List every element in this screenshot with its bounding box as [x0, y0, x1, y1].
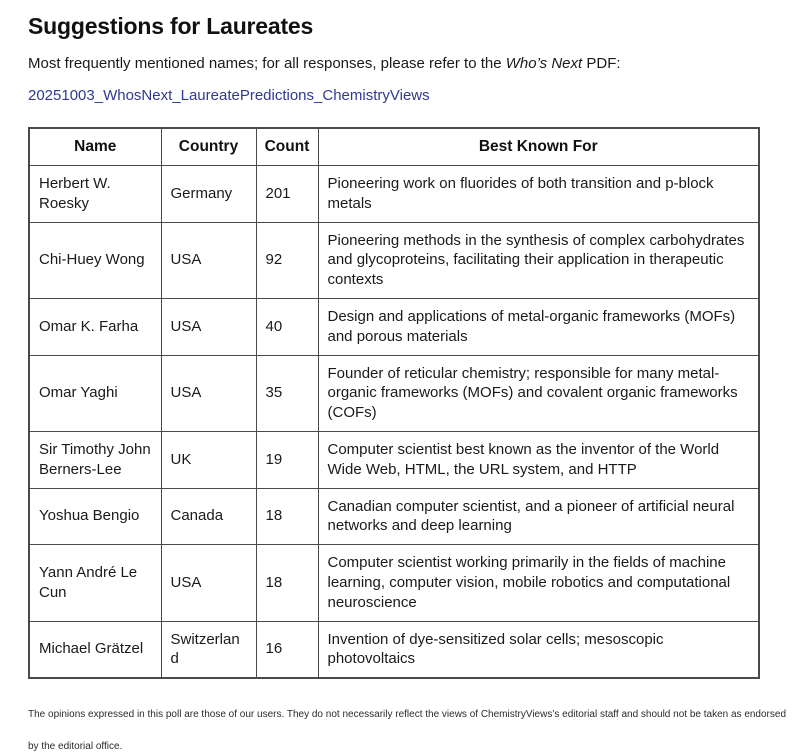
known-for-cell: Invention of dye-sensitized solar cells; mesoscopic photovoltaics [318, 621, 759, 678]
header-known-for: Best Known For [318, 128, 759, 166]
known-for-cell: Canadian computer scientist, and a pioneer of artificial neural networks and deep learning [318, 488, 759, 545]
country-cell: Germany [161, 165, 256, 222]
table-row [29, 488, 759, 545]
table-row [29, 621, 759, 678]
name-cell: Omar Yaghi [29, 355, 161, 431]
count-cell: 16 [256, 621, 318, 678]
country-cell: USA [161, 545, 256, 621]
known-for-cell: Design and applications of metal-organic frameworks (MOFs) and porous materials [318, 298, 759, 355]
count-cell: 40 [256, 298, 318, 355]
country-cell: USA [161, 355, 256, 431]
known-for-cell: Computer scientist working primarily in the fields of machine learning, computer vision, mobile robotics and computational neuroscience [318, 545, 759, 621]
known-for-cell: Founder of reticular chemistry; responsible for many metal-organic frameworks (MOFs) and covalent organic frameworks (COFs) [318, 355, 759, 431]
page-title: Suggestions for Laureates [28, 13, 314, 39]
intro-text-prefix: Most frequently mentioned names; for all responses, please refer to the [28, 55, 506, 72]
known-for-cell: Pioneering methods in the synthesis of complex carbohydrates and glycoproteins, facilitating their application in therapeutic contexts [318, 222, 759, 298]
count-cell: 92 [256, 222, 318, 298]
table-row [29, 298, 759, 355]
laureates-table-body [29, 165, 759, 678]
known-for-cell: Computer scientist best known as the inventor of the World Wide Web, HTML, the URL system, and HTTP [318, 431, 759, 488]
intro-text [28, 54, 772, 74]
table-row [29, 545, 759, 621]
disclaimer [28, 709, 787, 753]
laureates-table [28, 127, 760, 680]
table-row [29, 165, 759, 222]
intro-text-suffix: PDF: [582, 55, 621, 72]
header-name: Name [29, 128, 161, 166]
pdf-link[interactable]: 20251003_WhosNext_LaureatePredictions_ChemistryViews [28, 86, 430, 104]
table-header-row [29, 128, 759, 166]
count-cell: 18 [256, 488, 318, 545]
name-cell: Yoshua Bengio [29, 488, 161, 545]
disclaimer-line-1: The opinions expressed in this poll are those of our users. They do not necessarily reflect the views of ChemistryViews’s editorial staff and should not be taken as endorsed [28, 709, 787, 721]
name-cell: Yann André Le Cun [29, 545, 161, 621]
count-cell: 35 [256, 355, 318, 431]
count-cell: 201 [256, 165, 318, 222]
country-cell: Canada [161, 488, 256, 545]
table-row [29, 222, 759, 298]
country-cell: UK [161, 431, 256, 488]
name-cell: Michael Grätzel [29, 621, 161, 678]
table-row [29, 431, 759, 488]
name-cell: Omar K. Farha [29, 298, 161, 355]
header-count: Count [256, 128, 318, 166]
header-country: Country [161, 128, 256, 166]
name-cell: Chi-Huey Wong [29, 222, 161, 298]
table-row [29, 355, 759, 431]
count-cell: 19 [256, 431, 318, 488]
country-cell: USA [161, 222, 256, 298]
disclaimer-line-2: by the editorial office. [28, 741, 123, 753]
count-cell: 18 [256, 545, 318, 621]
name-cell: Sir Timothy John Berners-Lee [29, 431, 161, 488]
country-cell: USA [161, 298, 256, 355]
intro-text-italic: Who’s Next [505, 55, 583, 72]
country-cell: Switzerland [161, 621, 256, 678]
table-header [29, 128, 759, 166]
name-cell: Herbert W. Roesky [29, 165, 161, 222]
known-for-cell: Pioneering work on fluorides of both transition and p-block metals [318, 165, 759, 222]
